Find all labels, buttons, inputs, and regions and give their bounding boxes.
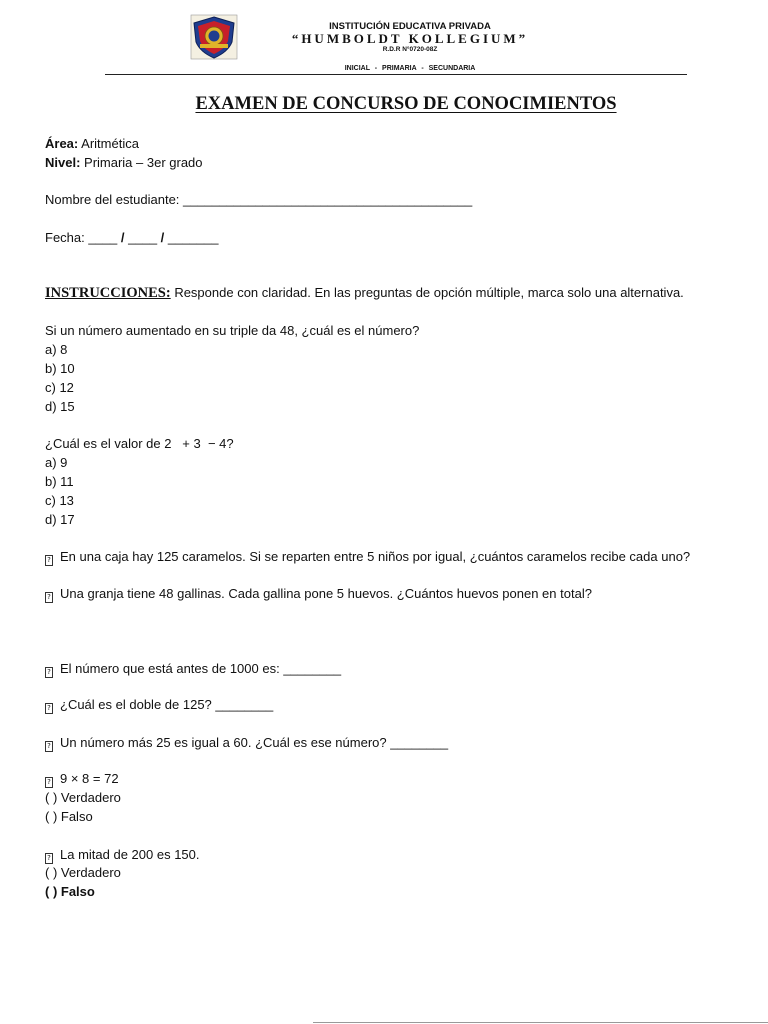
q2-option-a[interactable]: a) 9 <box>45 455 68 470</box>
school-crest-icon <box>190 14 238 60</box>
question-3 <box>45 547 690 566</box>
area-label: Área: <box>45 136 79 151</box>
instructions-label: INSTRUCCIONES: <box>45 285 171 301</box>
question-7 <box>45 733 448 752</box>
q2-option-d[interactable]: d) 17 <box>45 512 75 527</box>
question-4-text: Una granja tiene 48 gallinas. Cada gallina pone 5 huevos. ¿Cuántos huevos ponen en total? <box>60 586 592 601</box>
question-9-statement: La mitad de 200 es 150. <box>60 847 200 862</box>
q1-option-a[interactable]: a) 8 <box>45 342 68 357</box>
footer-divider <box>313 1022 768 1023</box>
missing-glyph-icon: ? <box>45 592 53 603</box>
question-2-prompt: ¿Cuál es el valor de 2 + 3 − 4? <box>45 436 234 451</box>
missing-glyph-icon: ? <box>45 777 53 788</box>
instructions <box>45 283 684 303</box>
q9-option-true[interactable]: ( ) Verdadero <box>45 865 121 880</box>
exam-title: EXAMEN DE CONCURSO DE CONOCIMIENTOS <box>195 94 617 114</box>
q1-option-d[interactable]: d) 15 <box>45 399 75 414</box>
missing-glyph-icon: ? <box>45 667 53 678</box>
question-8 <box>45 769 119 788</box>
institution-type: INSTITUCIÓN EDUCATIVA PRIVADA <box>329 21 491 32</box>
resolution-number: R.D.R N°0720-08Z <box>382 46 438 53</box>
question-3-text: En una caja hay 125 caramelos. Si se reparten entre 5 niños por igual, ¿cuántos caramelos recibe cada uno? <box>60 549 691 564</box>
education-levels: INICIAL - PRIMARIA - SECUNDARIA <box>344 65 476 72</box>
missing-glyph-icon: ? <box>45 703 53 714</box>
question-6 <box>45 695 273 714</box>
question-5-text: El número que está antes de 1000 es: ________ <box>60 661 342 676</box>
missing-glyph-icon: ? <box>45 853 53 864</box>
q2-option-c[interactable]: c) 13 <box>45 493 74 508</box>
nivel-value: Primaria – 3er grado <box>80 155 203 170</box>
missing-glyph-icon: ? <box>45 555 53 566</box>
question-6-text: ¿Cuál es el doble de 125? ________ <box>60 697 274 712</box>
q8-option-false[interactable]: ( ) Falso <box>45 809 93 824</box>
date-end: _______ <box>164 230 219 245</box>
date-field[interactable] <box>45 228 219 247</box>
question-4 <box>45 584 592 603</box>
nivel-label: Nivel: <box>45 155 81 170</box>
student-name-field[interactable]: Nombre del estudiante: ________________________________________ <box>45 192 473 207</box>
question-5 <box>45 659 341 678</box>
question-7-text: Un número más 25 es igual a 60. ¿Cuál es ese número? ________ <box>60 735 449 750</box>
q2-option-b[interactable]: b) 11 <box>45 474 74 489</box>
nivel-line <box>45 153 203 172</box>
date-mid: ____ <box>124 230 161 245</box>
q1-option-b[interactable]: b) 10 <box>45 361 75 376</box>
question-9 <box>45 845 200 864</box>
area-line <box>45 134 139 153</box>
instructions-text: Responde con claridad. En las preguntas de opción múltiple, marca solo una alternativa. <box>170 285 684 300</box>
missing-glyph-icon: ? <box>45 741 53 752</box>
question-1-prompt: Si un número aumentado en su triple da 48, ¿cuál es el número? <box>45 323 420 338</box>
area-value: Aritmética <box>78 136 139 151</box>
header-divider <box>105 74 687 75</box>
q8-option-true[interactable]: ( ) Verdadero <box>45 790 121 805</box>
q9-option-false[interactable]: ( ) Falso <box>45 884 95 899</box>
date-prefix: Fecha: ____ <box>45 230 121 245</box>
q1-option-c[interactable]: c) 12 <box>45 380 74 395</box>
date-slash-1: / <box>120 230 125 245</box>
date-slash-2: / <box>160 230 165 245</box>
question-8-statement: 9 × 8 = 72 <box>60 771 119 786</box>
institution-name: “HUMBOLDT KOLLEGIUM” <box>291 31 529 46</box>
